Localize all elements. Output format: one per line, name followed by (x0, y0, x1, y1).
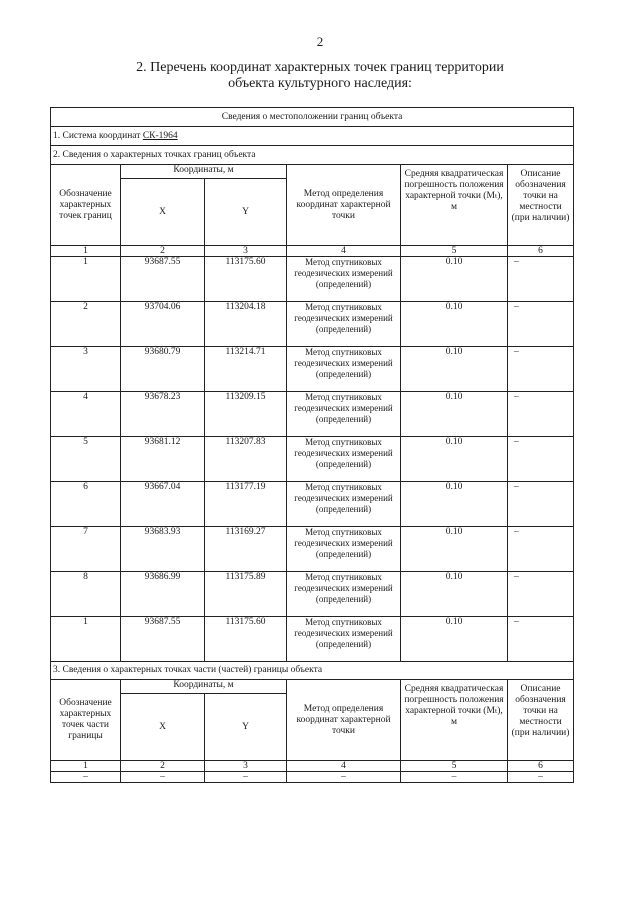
y-cell: 113175.60 (205, 617, 287, 662)
y-cell: 113175.60 (205, 257, 287, 302)
header-method: Метод определения координат характерной точки (287, 165, 401, 246)
accuracy-cell: 0.10 (401, 302, 508, 347)
coord-system (51, 127, 574, 146)
x-cell: 93686.99 (121, 572, 205, 617)
boundary-coordinates-table (50, 107, 574, 783)
part-cell: – (508, 772, 574, 783)
accuracy-cell: 0.10 (401, 392, 508, 437)
header-description: Описание обозначения точки на местности (при наличии) (508, 165, 574, 246)
col-number: 5 (401, 246, 508, 257)
y-cell: 113214.71 (205, 347, 287, 392)
accuracy-cell: 0.10 (401, 437, 508, 482)
point-cell: 5 (51, 437, 121, 482)
part-cell: – (121, 772, 205, 783)
coord-system-label: 1. Система координат (53, 131, 143, 141)
heading-line-1: 2. Перечень координат характерных точек границ территории (136, 60, 504, 75)
table-row (51, 617, 574, 662)
col-number: 2 (121, 246, 205, 257)
col-number: 6 (508, 761, 574, 772)
column-numbers-row (51, 246, 574, 257)
description-cell: – (508, 437, 574, 482)
col-number: 2 (121, 761, 205, 772)
table-row (51, 437, 574, 482)
point-cell: 7 (51, 527, 121, 572)
part-cell: – (51, 772, 121, 783)
description-cell: – (508, 302, 574, 347)
table-row (51, 392, 574, 437)
col-number: 3 (205, 246, 287, 257)
header-method-part: Метод определения координат характерной точки (287, 680, 401, 761)
y-cell: 113207.83 (205, 437, 287, 482)
col-number: 1 (51, 246, 121, 257)
description-cell: – (508, 527, 574, 572)
document-heading (0, 60, 640, 92)
header-coordinates-part: Координаты, м (121, 680, 287, 694)
header-coordinates: Координаты, м (121, 165, 287, 179)
table-title-row (51, 108, 574, 127)
section-2-title: 2. Сведения о характерных точках границ объекта (51, 146, 574, 165)
col-number: 4 (287, 246, 401, 257)
header-row-1 (51, 165, 574, 179)
header-y-part: Y (205, 694, 287, 761)
accuracy-cell: 0.10 (401, 617, 508, 662)
description-cell: – (508, 347, 574, 392)
page-number: 2 (316, 34, 324, 49)
header-y: Y (205, 179, 287, 246)
point-cell: 6 (51, 482, 121, 527)
description-cell: – (508, 257, 574, 302)
description-cell: – (508, 617, 574, 662)
part-column-numbers-row (51, 761, 574, 772)
x-cell: 93680.79 (121, 347, 205, 392)
x-cell: 93667.04 (121, 482, 205, 527)
description-cell: – (508, 392, 574, 437)
method-cell: Метод спутниковых геодезических измерений (определений) (287, 347, 401, 392)
col-number: 5 (401, 761, 508, 772)
table-row (51, 572, 574, 617)
x-cell: 93678.23 (121, 392, 205, 437)
section-3-row (51, 662, 574, 680)
point-cell: 3 (51, 347, 121, 392)
header-accuracy: Средняя квадратическая погрешность положения характерной точки (Mₜ), м (401, 165, 508, 246)
point-cell: 4 (51, 392, 121, 437)
y-cell: 113209.15 (205, 392, 287, 437)
col-number: 1 (51, 761, 121, 772)
description-cell: – (508, 482, 574, 527)
accuracy-cell: 0.10 (401, 527, 508, 572)
section-3-title: 3. Сведения о характерных точках части (частей) границы объекта (51, 662, 574, 680)
table-row (51, 257, 574, 302)
description-cell: – (508, 572, 574, 617)
header-x: X (121, 179, 205, 246)
method-cell: Метод спутниковых геодезических измерений (определений) (287, 482, 401, 527)
method-cell: Метод спутниковых геодезических измерений (определений) (287, 257, 401, 302)
y-cell: 113204.18 (205, 302, 287, 347)
point-cell: 1 (51, 617, 121, 662)
point-cell: 2 (51, 302, 121, 347)
section-2-row (51, 146, 574, 165)
x-cell: 93687.55 (121, 257, 205, 302)
method-cell: Метод спутниковых геодезических измерений (определений) (287, 572, 401, 617)
accuracy-cell: 0.10 (401, 482, 508, 527)
header-description-part: Описание обозначения точки на местности (при наличии) (508, 680, 574, 761)
coord-system-value: СК-1964 (142, 131, 178, 141)
header-accuracy-part: Средняя квадратическая погрешность положения характерной точки (Mₜ), м (401, 680, 508, 761)
part-data-row (51, 772, 574, 783)
col-number: 6 (508, 246, 574, 257)
header-x-part: X (121, 694, 205, 761)
x-cell: 93704.06 (121, 302, 205, 347)
y-cell: 113177.19 (205, 482, 287, 527)
table-row (51, 482, 574, 527)
table-title: Сведения о местоположении границ объекта (51, 108, 574, 127)
y-cell: 113175.89 (205, 572, 287, 617)
method-cell: Метод спутниковых геодезических измерений (определений) (287, 437, 401, 482)
method-cell: Метод спутниковых геодезических измерений (определений) (287, 302, 401, 347)
accuracy-cell: 0.10 (401, 347, 508, 392)
part-cell: – (205, 772, 287, 783)
heading-line-2: объекта культурного наследия: (228, 76, 412, 91)
x-cell: 93681.12 (121, 437, 205, 482)
col-number: 4 (287, 761, 401, 772)
point-cell: 1 (51, 257, 121, 302)
coord-system-row (51, 127, 574, 146)
x-cell: 93687.55 (121, 617, 205, 662)
header-point-designation-part: Обозначение характерных точек части границы (51, 680, 121, 761)
method-cell: Метод спутниковых геодезических измерений (определений) (287, 527, 401, 572)
x-cell: 93683.93 (121, 527, 205, 572)
table-row (51, 527, 574, 572)
accuracy-cell: 0.10 (401, 257, 508, 302)
method-cell: Метод спутниковых геодезических измерений (определений) (287, 617, 401, 662)
col-number: 3 (205, 761, 287, 772)
y-cell: 113169.27 (205, 527, 287, 572)
part-cell: – (401, 772, 508, 783)
table-row (51, 347, 574, 392)
part-cell: – (287, 772, 401, 783)
point-cell: 8 (51, 572, 121, 617)
part-header-row-1 (51, 680, 574, 694)
accuracy-cell: 0.10 (401, 572, 508, 617)
table-row (51, 302, 574, 347)
method-cell: Метод спутниковых геодезических измерений (определений) (287, 392, 401, 437)
header-point-designation: Обозначение характерных точек границ (51, 165, 121, 246)
